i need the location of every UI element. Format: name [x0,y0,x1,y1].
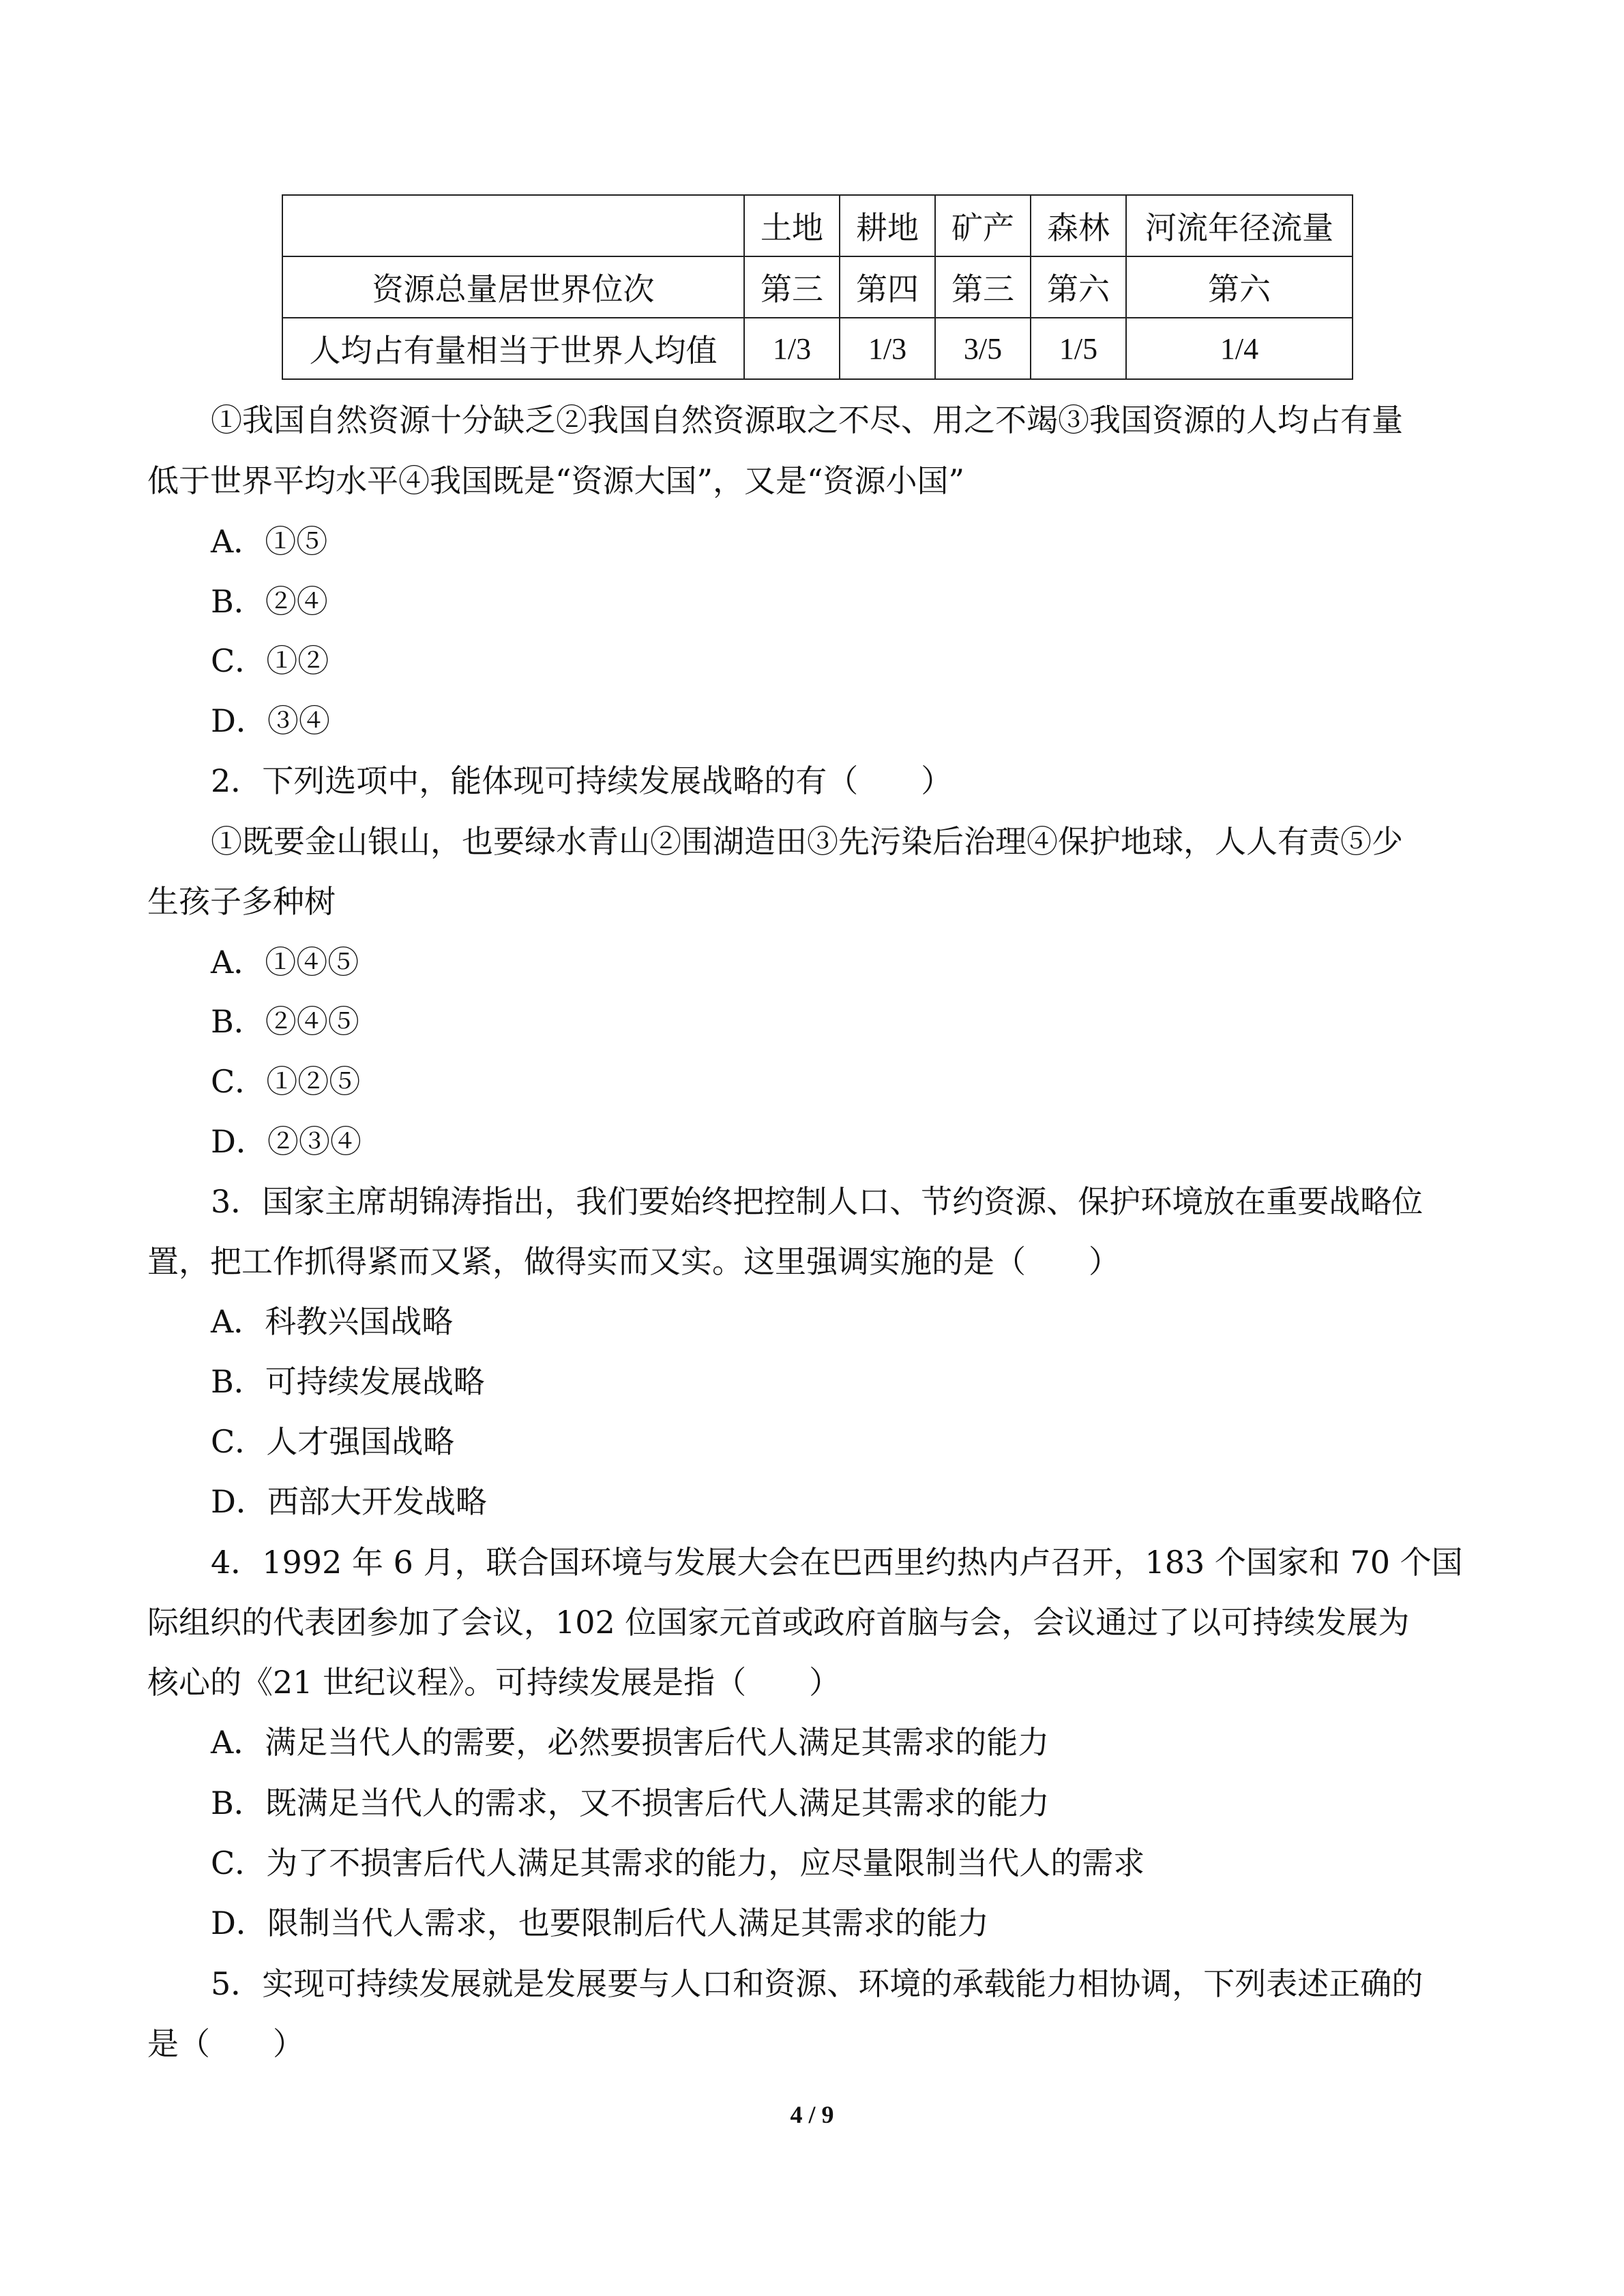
q3-option-d: D．西部大开发战略 [211,1483,487,1520]
table-header-row [282,195,1353,256]
q4-stem-cont-2: 核心的《21 世纪议程》。可持续发展是指（ ） [147,1664,841,1701]
table-cell: 河流年径流量 [1126,195,1353,256]
q5-stem-cont: 是（ ） [147,2025,304,2062]
page-number: 4 / 9 [790,2101,834,2128]
q2-option-b: B．②④⑤ [211,1003,359,1040]
q1-statement-cont: 低于世界平均水平④我国既是“资源大国”，又是“资源小国” [147,462,965,499]
q1-statement: ①我国自然资源十分缺乏②我国自然资源取之不尽、用之不竭③我国资源的人均占有量 [211,402,1403,438]
table-cell: 第四 [840,256,935,318]
q2-statement-cont: 生孩子多种树 [147,883,336,920]
table-cell: 1/3 [840,318,935,379]
q2-option-a: A．①④⑤ [211,944,359,981]
q5-stem: 5．实现可持续发展就是发展要与人口和资源、环境的承载能力相协调，下列表述正确的 [211,1965,1423,2002]
q4-option-c: C．为了不损害后代人满足其需求的能力，应尽量限制当代人的需求 [211,1845,1145,1881]
q3-option-a: A．科教兴国战略 [211,1303,454,1340]
table-cell: 森林 [1031,195,1126,256]
table-cell: 耕地 [840,195,935,256]
q2-stem: 2．下列选项中，能体现可持续发展战略的有（ ） [211,762,953,799]
table-cell: 矿产 [935,195,1031,256]
table-cell: 1/5 [1031,318,1126,379]
table-cell: 人均占有量相当于世界人均值 [282,318,744,379]
table-cell: 第三 [744,256,840,318]
q3-stem: 3．国家主席胡锦涛指出，我们要始终把控制人口、节约资源、保护环境放在重要战略位 [211,1183,1423,1220]
table-row [282,318,1353,379]
q4-option-b: B．既满足当代人的需求，又不损害后代人满足其需求的能力 [211,1785,1050,1821]
resource-table [282,194,1353,380]
table-cell: 1/3 [744,318,840,379]
q4-option-d: D．限制当代人需求，也要限制后代人满足其需求的能力 [211,1905,989,1941]
q1-option-a: A．①⑤ [211,523,328,560]
table-cell: 资源总量居世界位次 [282,256,744,318]
q1-option-c: C．①② [211,642,329,679]
q4-stem-cont: 际组织的代表团参加了会议，102 位国家元首或政府首脑与会，会议通过了以可持续发展为 [147,1604,1410,1641]
q2-option-d: D．②③④ [211,1123,361,1160]
table-cell: 第六 [1031,256,1126,318]
table-cell: 土地 [744,195,840,256]
q2-option-c: C．①②⑤ [211,1063,361,1100]
q2-statement: ①既要金山银山，也要绿水青山②围湖造田③先污染后治理④保护地球，人人有责⑤少 [211,823,1403,860]
table-cell: 1/4 [1126,318,1353,379]
table-cell: 第六 [1126,256,1353,318]
q1-option-b: B．②④ [211,583,328,620]
q1-option-d: D．③④ [211,702,330,739]
table-cell: 3/5 [935,318,1031,379]
q4-stem: 4．1992 年 6 月，联合国环境与发展大会在巴西里约热内卢召开，183 个国家和 70 个国 [211,1544,1463,1581]
table-cell: 第三 [935,256,1031,318]
q3-option-c: C．人才强国战略 [211,1423,455,1460]
q4-option-a: A．满足当代人的需要，必然要损害后代人满足其需求的能力 [211,1724,1050,1761]
table-cell [282,195,744,256]
q3-option-b: B．可持续发展战略 [211,1363,485,1400]
q3-stem-cont: 置，把工作抓得紧而又紧，做得实而又实。这里强调实施的是（ ） [147,1243,1120,1280]
table-row [282,256,1353,318]
